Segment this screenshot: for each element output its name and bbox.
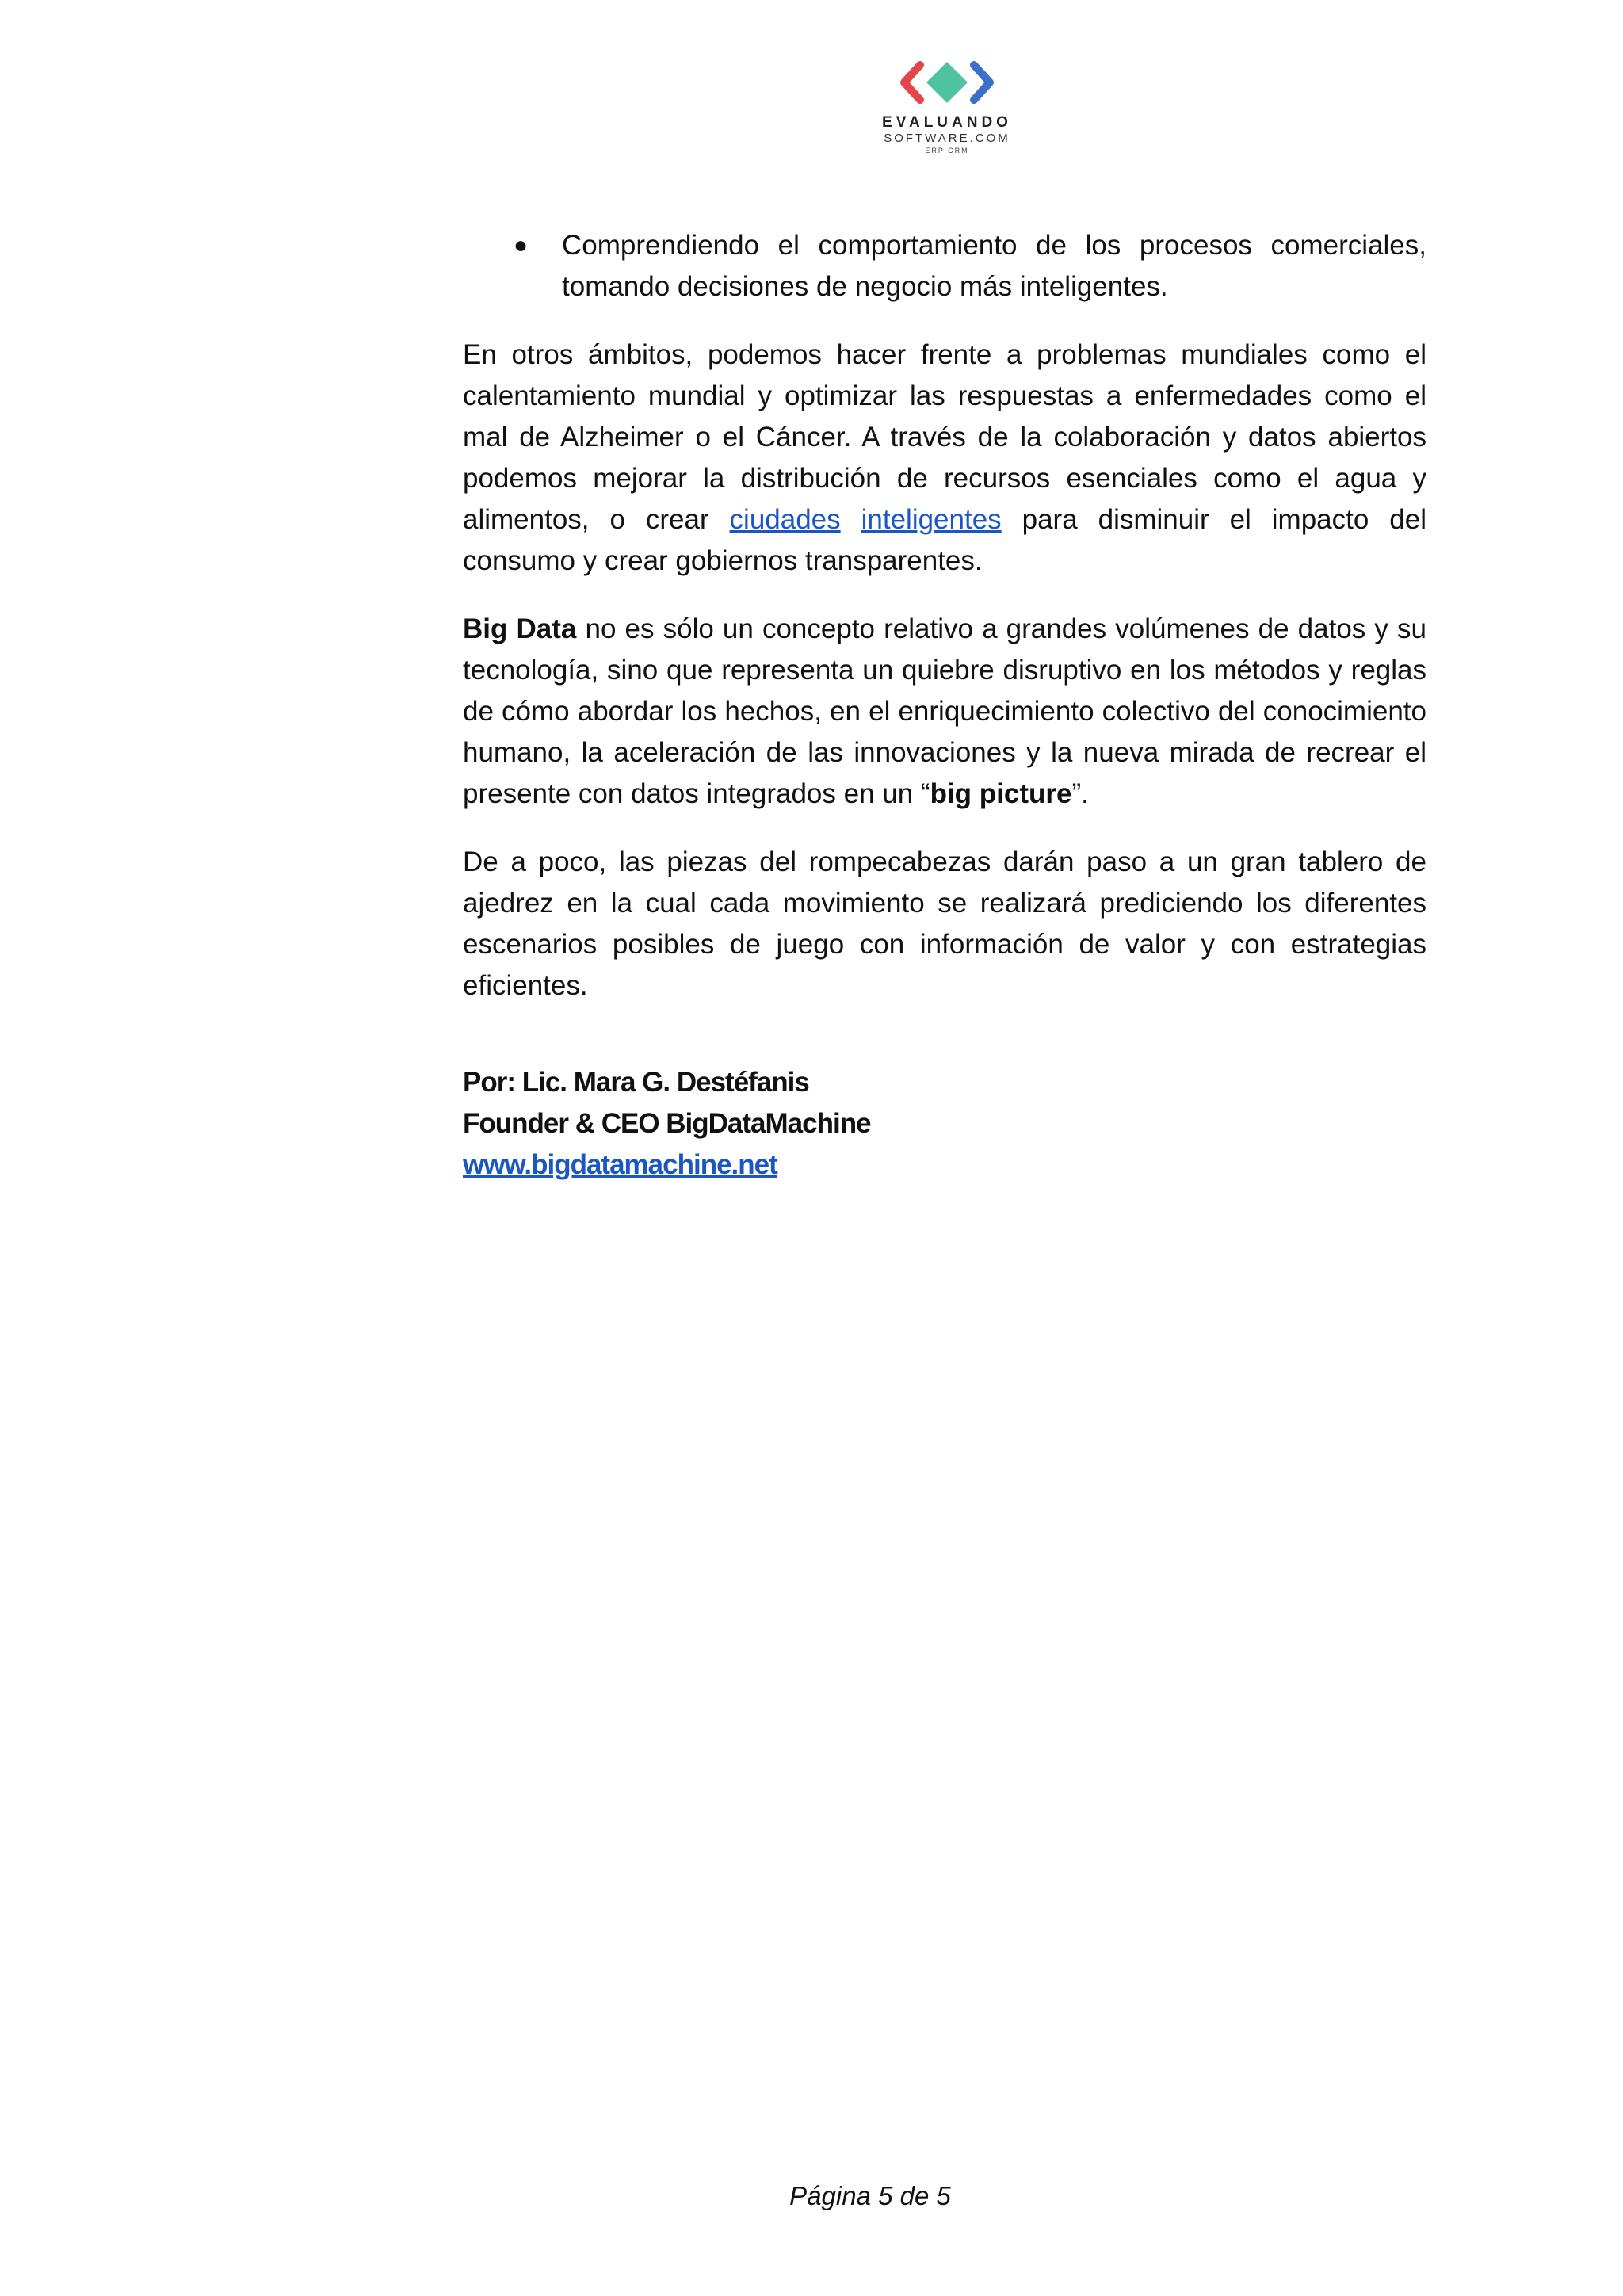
paragraph-big-data-end: ”.: [1071, 778, 1089, 809]
page-number: Página 5 de 5: [789, 2181, 951, 2210]
logo-text-software: SOFTWARE.COM: [884, 132, 1010, 145]
paragraph-global-problems: [463, 334, 1426, 582]
logo-text-evaluando: EVALUANDO: [882, 114, 1012, 131]
logo-mark-icon: [896, 57, 998, 108]
bullet-text: Comprendiendo el comportamiento de los procesos comerciales, tomando decisiones de negocio más inteligentes.: [562, 230, 1426, 302]
signature-role: Founder & CEO BigDataMachine: [463, 1108, 871, 1139]
paragraph-chess-text: De a poco, las piezas del rompecabezas darán paso a un gran tablero de ajedrez en la cual cada movimiento se realizará prediciendo los diferentes escenarios posibles de juego con información de valor y con estrategias eficientes.: [463, 846, 1426, 1001]
bullet-icon: ●: [514, 232, 529, 258]
bullet-item: [463, 225, 1426, 308]
link-ciudades[interactable]: ciudades: [729, 504, 841, 535]
logo-tagline-text: ERP CRM: [925, 147, 969, 155]
paragraph-big-data: [463, 609, 1426, 815]
big-picture-term: big picture: [930, 778, 1072, 809]
signature-website-link[interactable]: www.bigdatamachine.net: [463, 1149, 777, 1180]
paragraph-chess: [463, 842, 1426, 1007]
evaluando-software-logo: [880, 57, 1014, 176]
link-inteligentes[interactable]: inteligentes: [861, 504, 1002, 535]
signature-author: Por: Lic. Mara G. Destéfanis: [463, 1067, 809, 1098]
paragraph-global-problems-text: En otros ámbitos, podemos hacer frente a problemas mundiales como el calentamiento mundial y optimizar las respuestas a enfermedades como el mal de Alzheimer o el Cáncer. A través de la colaboración y datos abiertos podemos mejorar la distribución de recursos esenciales como el agua y alimentos, o crear: [463, 339, 1426, 535]
logo-tagline: [880, 146, 1014, 155]
big-data-term: Big Data: [463, 613, 577, 644]
signature-block: [463, 1062, 1426, 1186]
document-body: [463, 225, 1426, 1186]
paragraph-big-data-text: no es sólo un concepto relativo a grandes volúmenes de datos y su tecnología, sino que representa un quiebre disruptivo en los métodos y reglas de cómo abordar los hechos, en el enriquecimiento colectivo del conocimiento humano, la aceleración de las innovaciones y la nueva mirada de recrear el presente con datos integrados en un “: [463, 613, 1426, 809]
paragraph-global-problems-tail: para disminuir el impacto del consumo y crear gobiernos transparentes.: [463, 504, 1426, 576]
